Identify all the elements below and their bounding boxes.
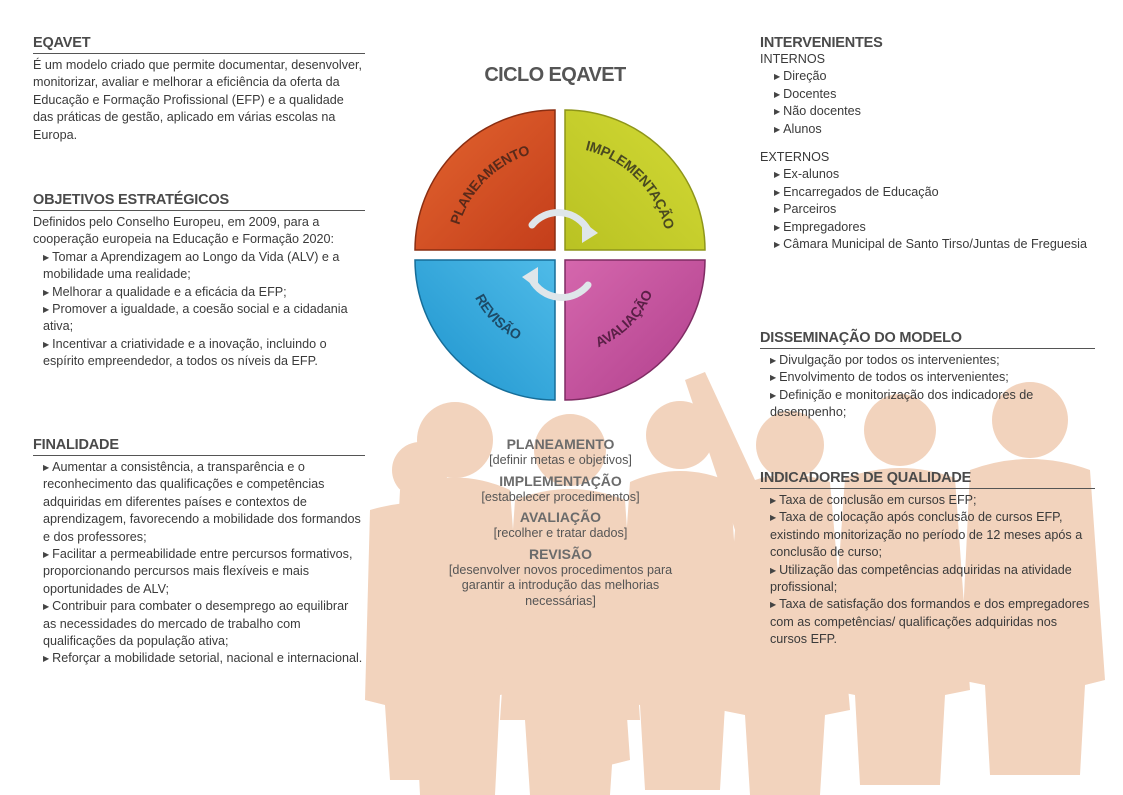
- bullet-icon: ▶: [774, 107, 781, 117]
- finalidade-heading: FINALIDADE: [33, 437, 365, 456]
- intervenientes-section: [760, 35, 1095, 253]
- legend-title: AVALIAÇÃO: [519, 509, 602, 525]
- legend-desc: [desenvolver novos procedimentos para garantir a introdução das melhorias necessárias]: [448, 562, 673, 608]
- objetivos-section: [33, 192, 365, 371]
- bullet-icon: ▶: [43, 602, 50, 612]
- bullet-icon: ▶: [43, 305, 50, 315]
- list-item: ▶ Alunos: [774, 121, 822, 136]
- indicadores-heading: INDICADORES DE QUALIDADE: [760, 470, 1095, 489]
- bullet-icon: ▶: [43, 463, 50, 472]
- list-item: ▶ Taxa de conclusão em cursos EFP;: [770, 493, 977, 507]
- bullet-icon: ▶: [774, 205, 781, 215]
- list-item: ▶ Ex-alunos: [774, 167, 840, 182]
- legend-desc: [recolher e tratar dados]: [493, 526, 628, 540]
- bullet-icon: ▶: [774, 222, 781, 232]
- list-item: ▶ Facilitar a permeabilidade entre percursos formativos, proporcionando percursos mais flexíveis e mais oportunidades de ALV;: [43, 547, 353, 596]
- list-item: ▶ Direção: [774, 69, 827, 84]
- indicadores-section: [760, 470, 1095, 649]
- externos-label: EXTERNOS: [760, 150, 830, 165]
- avaliacao-label: AVALIAÇÃO: [592, 287, 656, 351]
- bullet-icon: ▶: [774, 124, 781, 134]
- bullet-icon: ▶: [770, 513, 777, 523]
- disseminacao-section: [760, 330, 1095, 422]
- revisao-label: REVISÃO: [472, 291, 524, 343]
- list-item: ▶ Contribuir para combater o desemprego ao equilibrar as necessidades do mercado de trabalho com qualificações da população ativa;: [43, 599, 349, 649]
- cycle-title: CICLO EQAVET: [484, 64, 626, 86]
- bullet-icon: ▶: [770, 496, 777, 505]
- bullet-icon: ▶: [774, 89, 781, 99]
- bullet-icon: ▶: [774, 187, 781, 197]
- eqavet-cycle-diagram: [410, 105, 710, 405]
- bullet-icon: ▶: [43, 654, 50, 664]
- list-item: ▶ Aumentar a consistência, a transparência e o reconhecimento das qualificações e competências adquiridas em diferentes países e contextos de aprendizagem, favorecendo a mobilidade dos formandos e dos professores;: [43, 460, 361, 544]
- eqavet-section: [33, 35, 365, 144]
- list-item: ▶ Parceiros: [774, 202, 837, 217]
- list-item: ▶ Melhorar a qualidade e a eficácia da EFP;: [43, 284, 287, 299]
- list-item: ▶ Utilização das competências adquiridas na atividade profissional;: [770, 562, 1072, 595]
- bullet-icon: ▶: [770, 565, 777, 575]
- bullet-icon: ▶: [43, 550, 50, 560]
- legend-desc: [definir metas e objetivos]: [489, 453, 632, 467]
- legend-title: IMPLEMENTAÇÃO: [499, 472, 622, 489]
- list-item: ▶ Docentes: [774, 86, 837, 101]
- list-item: ▶ Envolvimento de todos os intervenientes;: [770, 370, 1009, 385]
- bullet-icon: ▶: [774, 170, 781, 180]
- eqavet-heading: EQAVET: [33, 35, 365, 54]
- list-item: ▶ Empregadores: [774, 219, 866, 234]
- bullet-icon: ▶: [770, 390, 777, 400]
- legend-title: REVISÃO: [528, 545, 592, 562]
- bullet-icon: ▶: [774, 240, 781, 250]
- list-item: ▶ Incentivar a criatividade e a inovação, incluindo o espírito empreendedor, a todos os níveis da EFP.: [43, 336, 327, 369]
- legend-desc: [estabelecer procedimentos]: [481, 489, 640, 504]
- planeamento-label: PLANEAMENTO: [446, 141, 532, 227]
- intervenientes-heading: INTERVENIENTES: [760, 35, 883, 51]
- list-item: ▶ Definição e monitorização dos indicadores de desempenho;: [770, 387, 1034, 420]
- bullet-icon: ▶: [770, 600, 777, 610]
- implementacao-label: IMPLEMENTAÇÃO: [584, 137, 678, 231]
- bullet-icon: ▶: [770, 356, 777, 365]
- eqavet-text: É um modelo criado que permite documentar, desenvolver, monitorizar, avaliar e melhorar a eficiência da oferta da Educação e Formação Profissional (EFP) e a qualidade das práticas de gestão, aplicado em várias escolas na Europa.: [33, 58, 363, 142]
- list-item: ▶ Câmara Municipal de Santo Tirso/Juntas de Freguesia: [760, 236, 1095, 253]
- bullet-icon: ▶: [774, 72, 781, 82]
- list-item: ▶ Divulgação por todos os intervenientes;: [770, 353, 1000, 367]
- cycle-legend: [438, 435, 683, 612]
- list-item: ▶ Reforçar a mobilidade setorial, nacional e internacional.: [43, 651, 363, 666]
- bullet-icon: ▶: [43, 339, 50, 349]
- avaliacao-quadrant: [565, 260, 705, 400]
- list-item: ▶ Taxa de colocação após conclusão de cursos EFP, existindo monitorização no período de 12 meses após a conclusão de curso;: [770, 510, 1083, 560]
- objetivos-intro: Definidos pelo Conselho Europeu, em 2009, para a cooperação europeia na Educação e Formação 2020:: [33, 215, 335, 247]
- bullet-icon: ▶: [770, 373, 777, 383]
- finalidade-section: [33, 437, 365, 668]
- bullet-icon: ▶: [43, 252, 50, 262]
- internos-label: INTERNOS: [760, 52, 826, 66]
- legend-title: PLANEAMENTO: [506, 436, 615, 452]
- list-item: ▶ Não docentes: [774, 104, 861, 119]
- list-item: ▶ Taxa de satisfação dos formandos e dos empregadores com as competências/ qualificações adquiridas nos cursos EFP.: [770, 597, 1090, 647]
- bullet-icon: ▶: [43, 287, 50, 297]
- list-item: ▶ Promover a igualdade, a coesão social e a cidadania ativa;: [43, 302, 348, 334]
- disseminacao-heading: DISSEMINAÇÃO DO MODELO: [760, 330, 1095, 349]
- objetivos-heading: OBJETIVOS ESTRATÉGICOS: [33, 192, 365, 211]
- list-item: ▶ Encarregados de Educação: [774, 184, 939, 199]
- list-item: ▶ Tomar a Aprendizagem ao Longo da Vida (ALV) e a mobilidade uma realidade;: [43, 249, 340, 282]
